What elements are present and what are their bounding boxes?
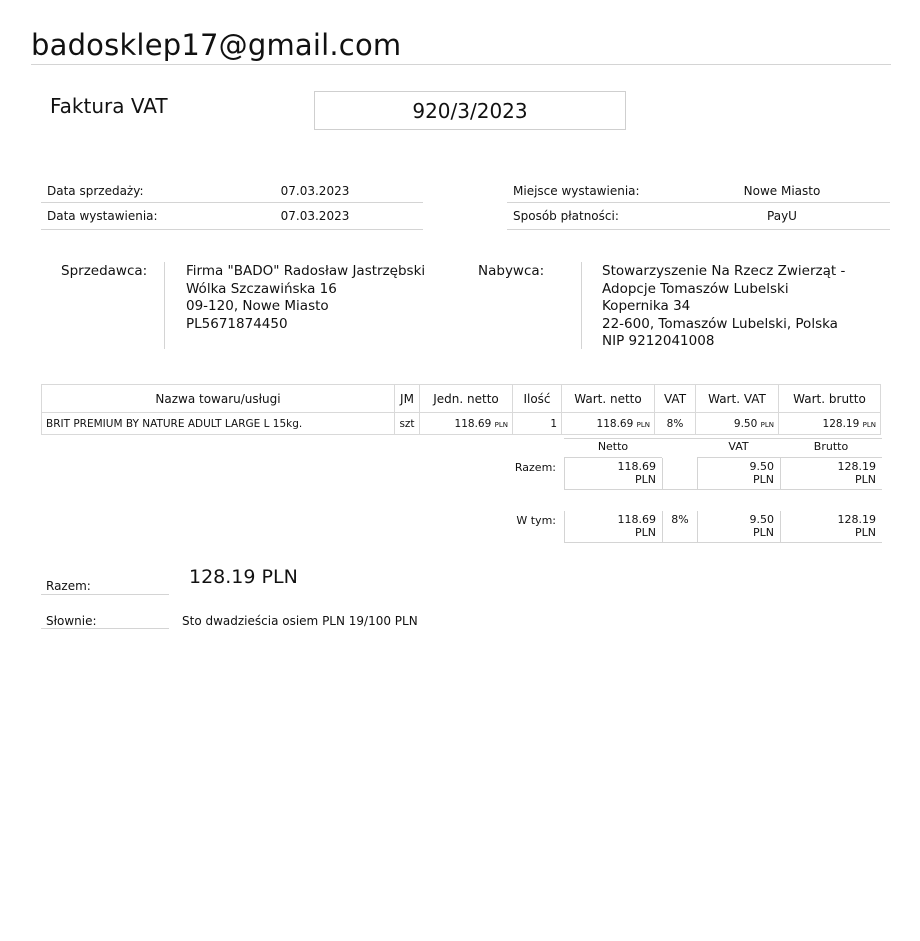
meta-rule	[41, 229, 423, 230]
sale-date-value: 07.03.2023	[280, 184, 350, 198]
seller-tax-id: PL5671874450	[186, 315, 288, 332]
footer-rule	[41, 628, 169, 629]
summary-total-net	[564, 458, 662, 490]
summary-header-gross: Brutto	[780, 440, 882, 458]
breakdown-vat	[697, 511, 780, 543]
currency-label: PLN	[855, 473, 876, 486]
col-header-net-value: Wart. netto	[562, 385, 655, 413]
currency-label: PLN	[494, 420, 508, 429]
seller-label: Sprzedawca:	[61, 263, 148, 279]
header-divider	[31, 64, 891, 65]
summary-total-vat-value: 9.50	[749, 460, 774, 473]
col-header-unit-net: Jedn. netto	[420, 385, 513, 413]
buyer-divider	[581, 262, 582, 349]
document-title: Faktura VAT	[50, 94, 168, 118]
col-header-qty: Ilość	[513, 385, 562, 413]
item-vat-value-cell	[696, 413, 779, 435]
summary-header-net: Netto	[564, 440, 662, 458]
buyer-name-line2: Adopcje Tomaszów Lubelski	[602, 280, 789, 297]
item-vat-rate: 8%	[655, 413, 696, 435]
table-row	[42, 413, 881, 435]
currency-label: PLN	[753, 473, 774, 486]
seller-street: Wólka Szczawińska 16	[186, 280, 337, 297]
buyer-tax-id: NIP 9212041008	[602, 333, 715, 349]
currency-label: PLN	[760, 420, 774, 429]
items-header-row	[42, 385, 881, 413]
item-net-value: 118.69	[596, 417, 634, 430]
breakdown-gross	[780, 511, 882, 543]
breakdown-rate	[662, 511, 697, 543]
item-gross-value-cell	[779, 413, 881, 435]
amount-in-words: Sto dwadzieścia osiem PLN 19/100 PLN	[182, 614, 418, 628]
issue-place-value: Nowe Miasto	[743, 184, 821, 198]
issue-place-label: Miejsce wystawienia:	[513, 184, 640, 198]
summary-total-gross	[780, 458, 882, 490]
payment-method-label: Sposób płatności:	[513, 209, 619, 223]
col-header-unit: JM	[395, 385, 420, 413]
breakdown-gross-value: 128.19	[837, 513, 876, 526]
currency-label: PLN	[635, 473, 656, 486]
buyer-label: Nabywca:	[478, 263, 545, 279]
item-vat-value: 9.50	[733, 417, 758, 430]
col-header-gross-value: Wart. brutto	[779, 385, 881, 413]
issue-date-value: 07.03.2023	[280, 209, 350, 223]
payment-method-value: PayU	[767, 209, 797, 223]
meta-rule	[507, 229, 890, 230]
amount-in-words-label: Słownie:	[46, 614, 97, 628]
col-header-name: Nazwa towaru/usługi	[42, 385, 395, 413]
seller-details	[186, 263, 425, 333]
seller-email: badosklep17@gmail.com	[31, 28, 402, 62]
buyer-city: 22-600, Tomaszów Lubelski, Polska	[602, 315, 838, 332]
buyer-details	[602, 263, 845, 351]
items-table	[41, 384, 881, 435]
seller-name: Firma "BADO" Radosław Jastrzębski	[186, 263, 426, 279]
summary-header-vat: VAT	[697, 440, 780, 458]
currency-label: PLN	[753, 526, 774, 539]
summary-total-vat	[697, 458, 780, 490]
item-unit-net-cell	[420, 413, 513, 435]
meta-rule	[507, 202, 890, 203]
footer-total-label: Razem:	[46, 579, 91, 593]
summary-breakdown-label: W tym:	[516, 514, 556, 527]
col-header-vat-value: Wart. VAT	[696, 385, 779, 413]
item-gross-value: 128.19	[822, 417, 860, 430]
col-header-vat-rate: VAT	[655, 385, 696, 413]
currency-label: PLN	[635, 526, 656, 539]
breakdown-vat-value: 9.50	[749, 513, 774, 526]
seller-city: 09-120, Nowe Miasto	[186, 298, 329, 314]
breakdown-net	[564, 511, 662, 543]
footer-total-amount: 128.19 PLN	[189, 566, 298, 588]
sale-date-label: Data sprzedaży:	[47, 184, 144, 198]
summary-total-net-value: 118.69	[617, 460, 656, 473]
document-number: 920/3/2023	[412, 98, 528, 123]
buyer-street: Kopernika 34	[602, 298, 691, 314]
currency-label: PLN	[862, 420, 876, 429]
item-unit: szt	[395, 413, 420, 435]
footer-rule	[41, 594, 169, 595]
summary-total-gross-value: 128.19	[837, 460, 876, 473]
seller-divider	[164, 262, 165, 349]
breakdown-net-value: 118.69	[617, 513, 656, 526]
item-qty: 1	[513, 413, 562, 435]
buyer-name-line1: Stowarzyszenie Na Rzecz Zwierząt -	[602, 263, 846, 279]
summary-total-rate-empty	[662, 458, 697, 490]
issue-date-label: Data wystawienia:	[47, 209, 158, 223]
currency-label: PLN	[855, 526, 876, 539]
summary-total-label: Razem:	[514, 461, 556, 474]
currency-label: PLN	[636, 420, 650, 429]
item-unit-net: 118.69	[454, 417, 492, 430]
item-net-value-cell	[562, 413, 655, 435]
meta-rule	[41, 202, 423, 203]
document-number-box	[314, 91, 626, 130]
breakdown-rate-value: 8%	[671, 513, 689, 526]
item-name: BRIT PREMIUM BY NATURE ADULT LARGE L 15kg.	[42, 413, 395, 435]
